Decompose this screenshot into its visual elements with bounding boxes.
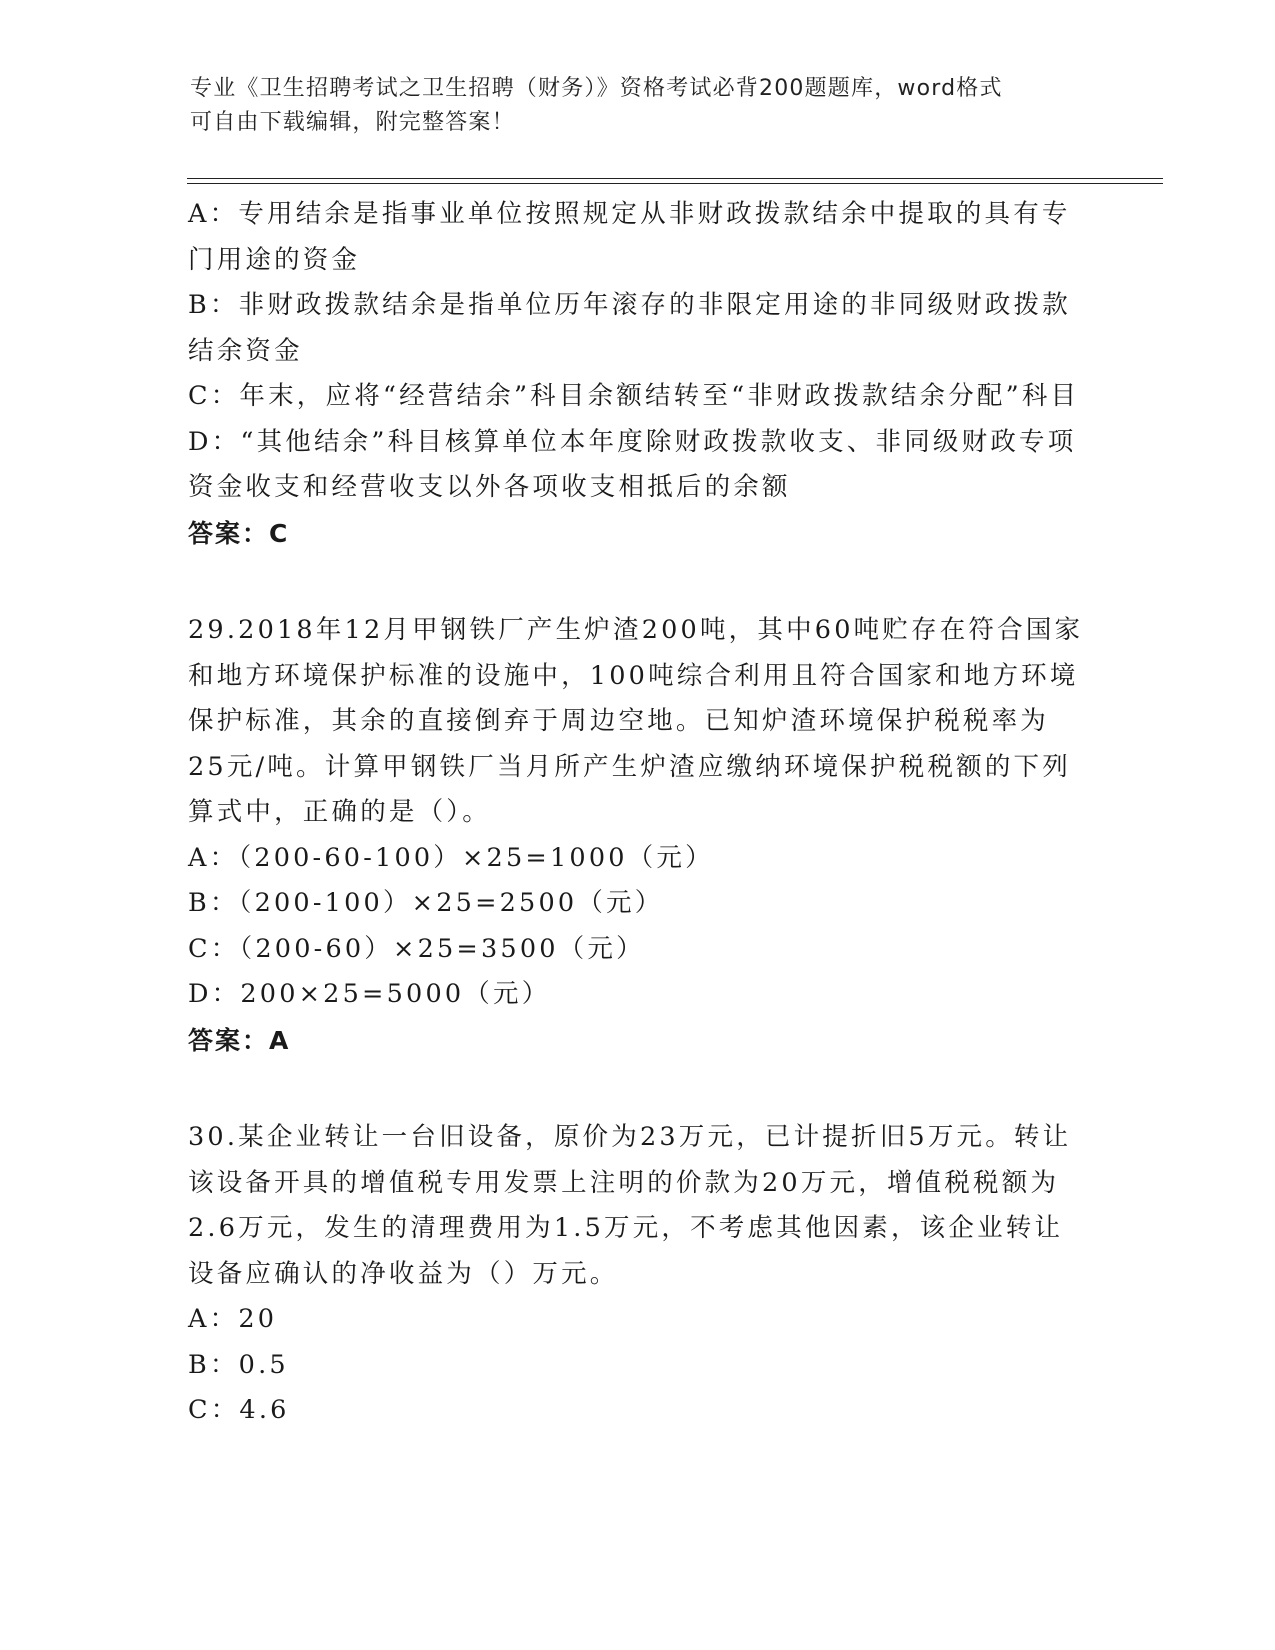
question-28-option-c: C：年末，应将“经营结余”科目余额结转至“非财政拨款结余分配”科目 [188,381,1080,411]
question-spacer [188,1063,1084,1115]
question-28-option-a: A：专用结余是指事业单位按照规定从非财政拨款结余中提取的具有专门用途的资金 [188,199,1071,275]
question-28-answer: 答案：C [188,518,290,548]
header-title-line-1: 专业《卫生招聘考试之卫生招聘（财务）》资格考试必背200题题库，word格式 [190,76,1003,101]
question-29-option-d: D：200×25=5000（元） [188,979,551,1009]
question-30-stem: 30.某企业转让一台旧设备，原价为23万元，已计提折旧5万元。转让该设备开具的增值税专用发票上注明的价款为20万元，增值税税额为2.6万元，发生的清理费用为1.5万元，不考虑其他因素，该企业转让设备应确认的净收益为（）万元。 [188,1122,1072,1289]
question-30-option-b: B：0.5 [188,1349,289,1380]
question-spacer [188,556,1084,608]
header-divider-top [187,178,1163,179]
header-divider-bottom [187,183,1163,184]
question-28-option-d: D：“其他结余”科目核算单位本年度除财政拨款收支、非同级财政专项资金收支和经营收支以外各项收支相抵后的余额 [188,426,1077,502]
question-29-block [188,608,1084,1063]
document-header [190,72,1070,140]
question-29-option-b: B：（200-100）×25=2500（元） [188,888,664,918]
question-30-block [188,1115,1084,1434]
header-title-line-2: 可自由下载编辑，附完整答案！ [190,110,515,135]
question-30-option-a: A：20 [188,1304,278,1334]
question-28-option-b: B：非财政拨款结余是指单位历年滚存的非限定用途的非同级财政拨款结余资金 [188,290,1071,366]
question-29-option-c: C：（200-60）×25=3500（元） [188,933,645,964]
question-29-stem: 29.2018年12月甲钢铁厂产生炉渣200吨，其中60吨贮存在符合国家和地方环境保护标准的设施中，100吨综合利用且符合国家和地方环境保护标准，其余的直接倒弃于周边空地。已知炉渣环境保护税税率为25元/吨。计算甲钢铁厂当月所产生炉渣应缴纳环境保护税税额的下列算式中，正确的是（）。 [188,615,1084,827]
question-28-block [188,192,1084,556]
question-29-answer: 答案：A [188,1025,291,1055]
question-content [188,192,1084,1434]
question-29-option-a: A：（200-60-100）×25=1000（元） [188,842,714,873]
question-30-option-c: C：4.6 [188,1395,290,1425]
